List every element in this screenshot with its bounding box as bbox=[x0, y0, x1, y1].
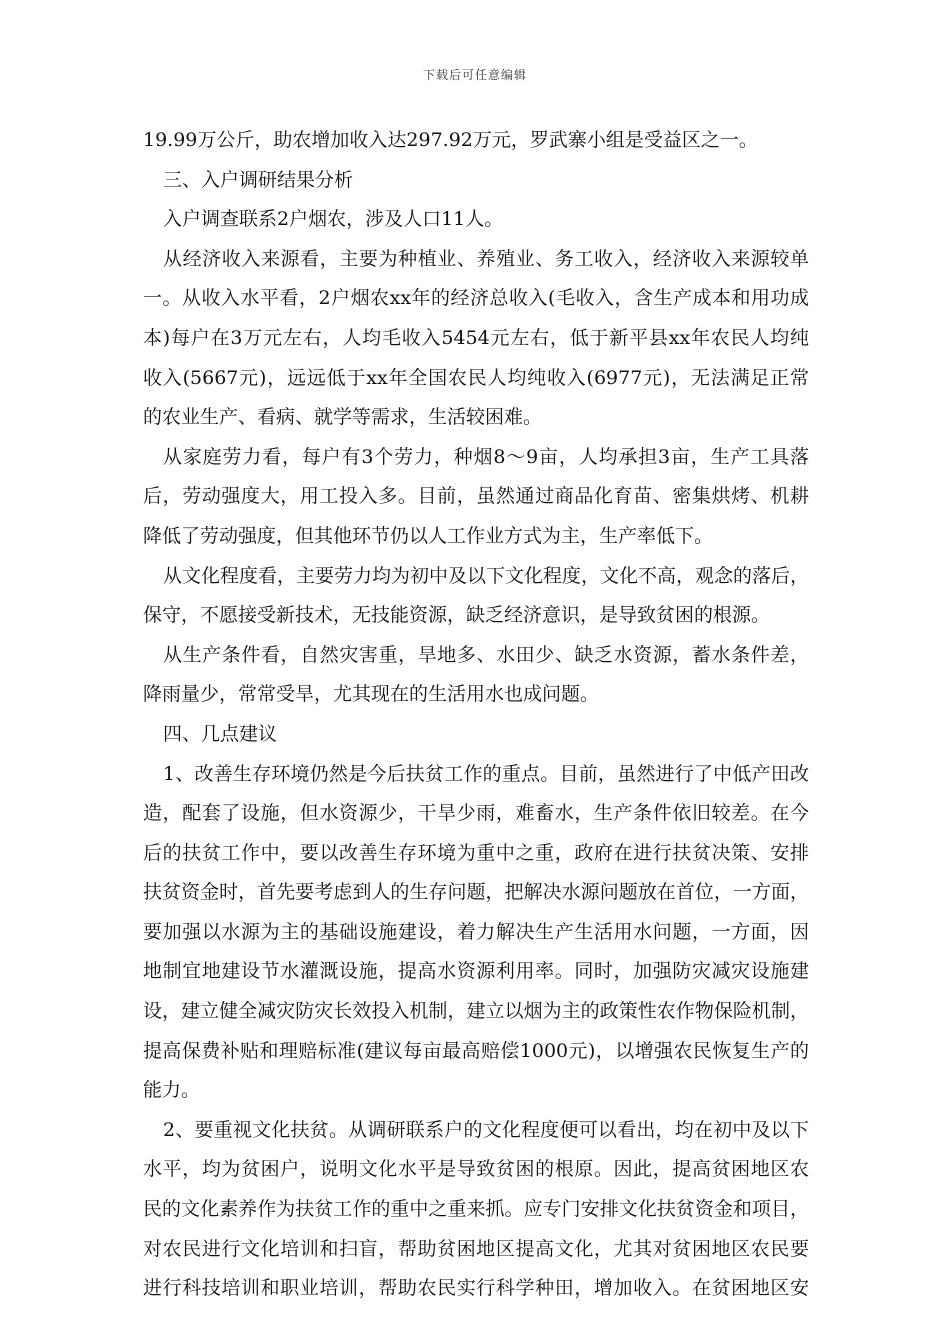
text-line: 造，配套了设施，但水资源少，干旱少雨，难畜水，生产条件依旧较差。在今 bbox=[143, 802, 809, 825]
text-line: 从文化程度看，主要劳力均为初中及以下文化程度，文化不高，观念的落后， bbox=[163, 564, 809, 587]
text-line: 从经济收入来源看，主要为种植业、养殖业、务工收入，经济收入来源较单 bbox=[163, 247, 809, 270]
text-line: 收入(5667元)，远远低于xx年全国农民人均纯收入(6977元)，无法满足正常 bbox=[143, 366, 809, 389]
text-line: 民的文化素养作为扶贫工作的重中之重来抓。应专门安排文化扶贫资金和项目， bbox=[143, 1198, 809, 1221]
text-line: 能力。 bbox=[143, 1079, 201, 1102]
text-line: 水平，均为贫困户，说明文化水平是导致贫困的根原。因此，提高贫困地区农 bbox=[143, 1158, 809, 1181]
text-line: 从生产条件看，自然灾害重，旱地多、水田少、缺乏水资源，蓄水条件差， bbox=[163, 643, 809, 666]
text-line: 本)每户在3万元左右，人均毛收入5454元左右，低于新平县xx年农民人均纯 bbox=[143, 326, 809, 349]
text-line: 四、几点建议 bbox=[163, 722, 278, 745]
text-line: 2、要重视文化扶贫。从调研联系户的文化程度便可以看出，均在初中及以下 bbox=[163, 1118, 809, 1141]
text-line: 进行科技培训和职业培训，帮助农民实行科学种田，增加收入。在贫困地区安 bbox=[143, 1277, 809, 1300]
text-line: 后，劳动强度大，用工投入多。目前，虽然通过商品化育苗、密集烘烤、机耕 bbox=[143, 485, 809, 508]
text-line: 19.99万公斤，助农增加收入达297.92万元，罗武寨小组是受益区之一。 bbox=[143, 129, 758, 151]
text-line: 从家庭劳力看，每户有3个劳力，种烟8～9亩，人均承担3亩，生产工具落 bbox=[163, 445, 809, 468]
text-line: 一。从收入水平看，2户烟农xx年的经济总收入(毛收入，含生产成本和用功成 bbox=[143, 287, 809, 310]
text-line: 降低了劳动强度，但其他环节仍以人工作业方式为主，生产率低下。 bbox=[143, 524, 714, 547]
text-line: 入户调查联系2户烟农，涉及人口11人。 bbox=[163, 208, 504, 231]
text-line: 后的扶贫工作中，要以改善生存环境为重中之重，政府在进行扶贫决策、安排 bbox=[143, 841, 809, 864]
text-line: 提高保费补贴和理赔标准(建议每亩最高赔偿1000元)，以增强农民恢复生产的 bbox=[143, 1039, 809, 1062]
document-body bbox=[143, 121, 809, 1309]
text-line: 对农民进行文化培训和扫盲，帮助贫困地区提高文化，尤其对贫困地区农民要 bbox=[143, 1237, 809, 1260]
text-line: 设，建立健全减灾防灾长效投入机制，建立以烟为主的政策性农作物保险机制， bbox=[143, 1000, 809, 1023]
text-line: 1、改善生存环境仍然是今后扶贫工作的重点。目前，虽然进行了中低产田改 bbox=[163, 762, 809, 785]
text-line: 要加强以水源为主的基础设施建设，着力解决生产生活用水问题，一方面，因 bbox=[143, 920, 809, 943]
page-header: 下载后可任意编辑 bbox=[422, 68, 527, 82]
text-line: 保守，不愿接受新技术，无技能资源，缺乏经济意识，是导致贫困的根源。 bbox=[143, 604, 771, 627]
text-line: 的农业生产、看病、就学等需求，生活较困难。 bbox=[143, 406, 543, 429]
text-line: 三、入户调研结果分析 bbox=[163, 168, 354, 191]
text-line: 扶贫资金时，首先要考虑到人的生存问题，把解决水源问题放在首位，一方面， bbox=[143, 881, 809, 904]
text-line: 降雨量少，常常受旱，尤其现在的生活用水也成问题。 bbox=[143, 683, 600, 706]
text-line: 地制宜地建设节水灌溉设施，提高水资源利用率。同时，加强防灾减灾设施建 bbox=[143, 960, 809, 983]
